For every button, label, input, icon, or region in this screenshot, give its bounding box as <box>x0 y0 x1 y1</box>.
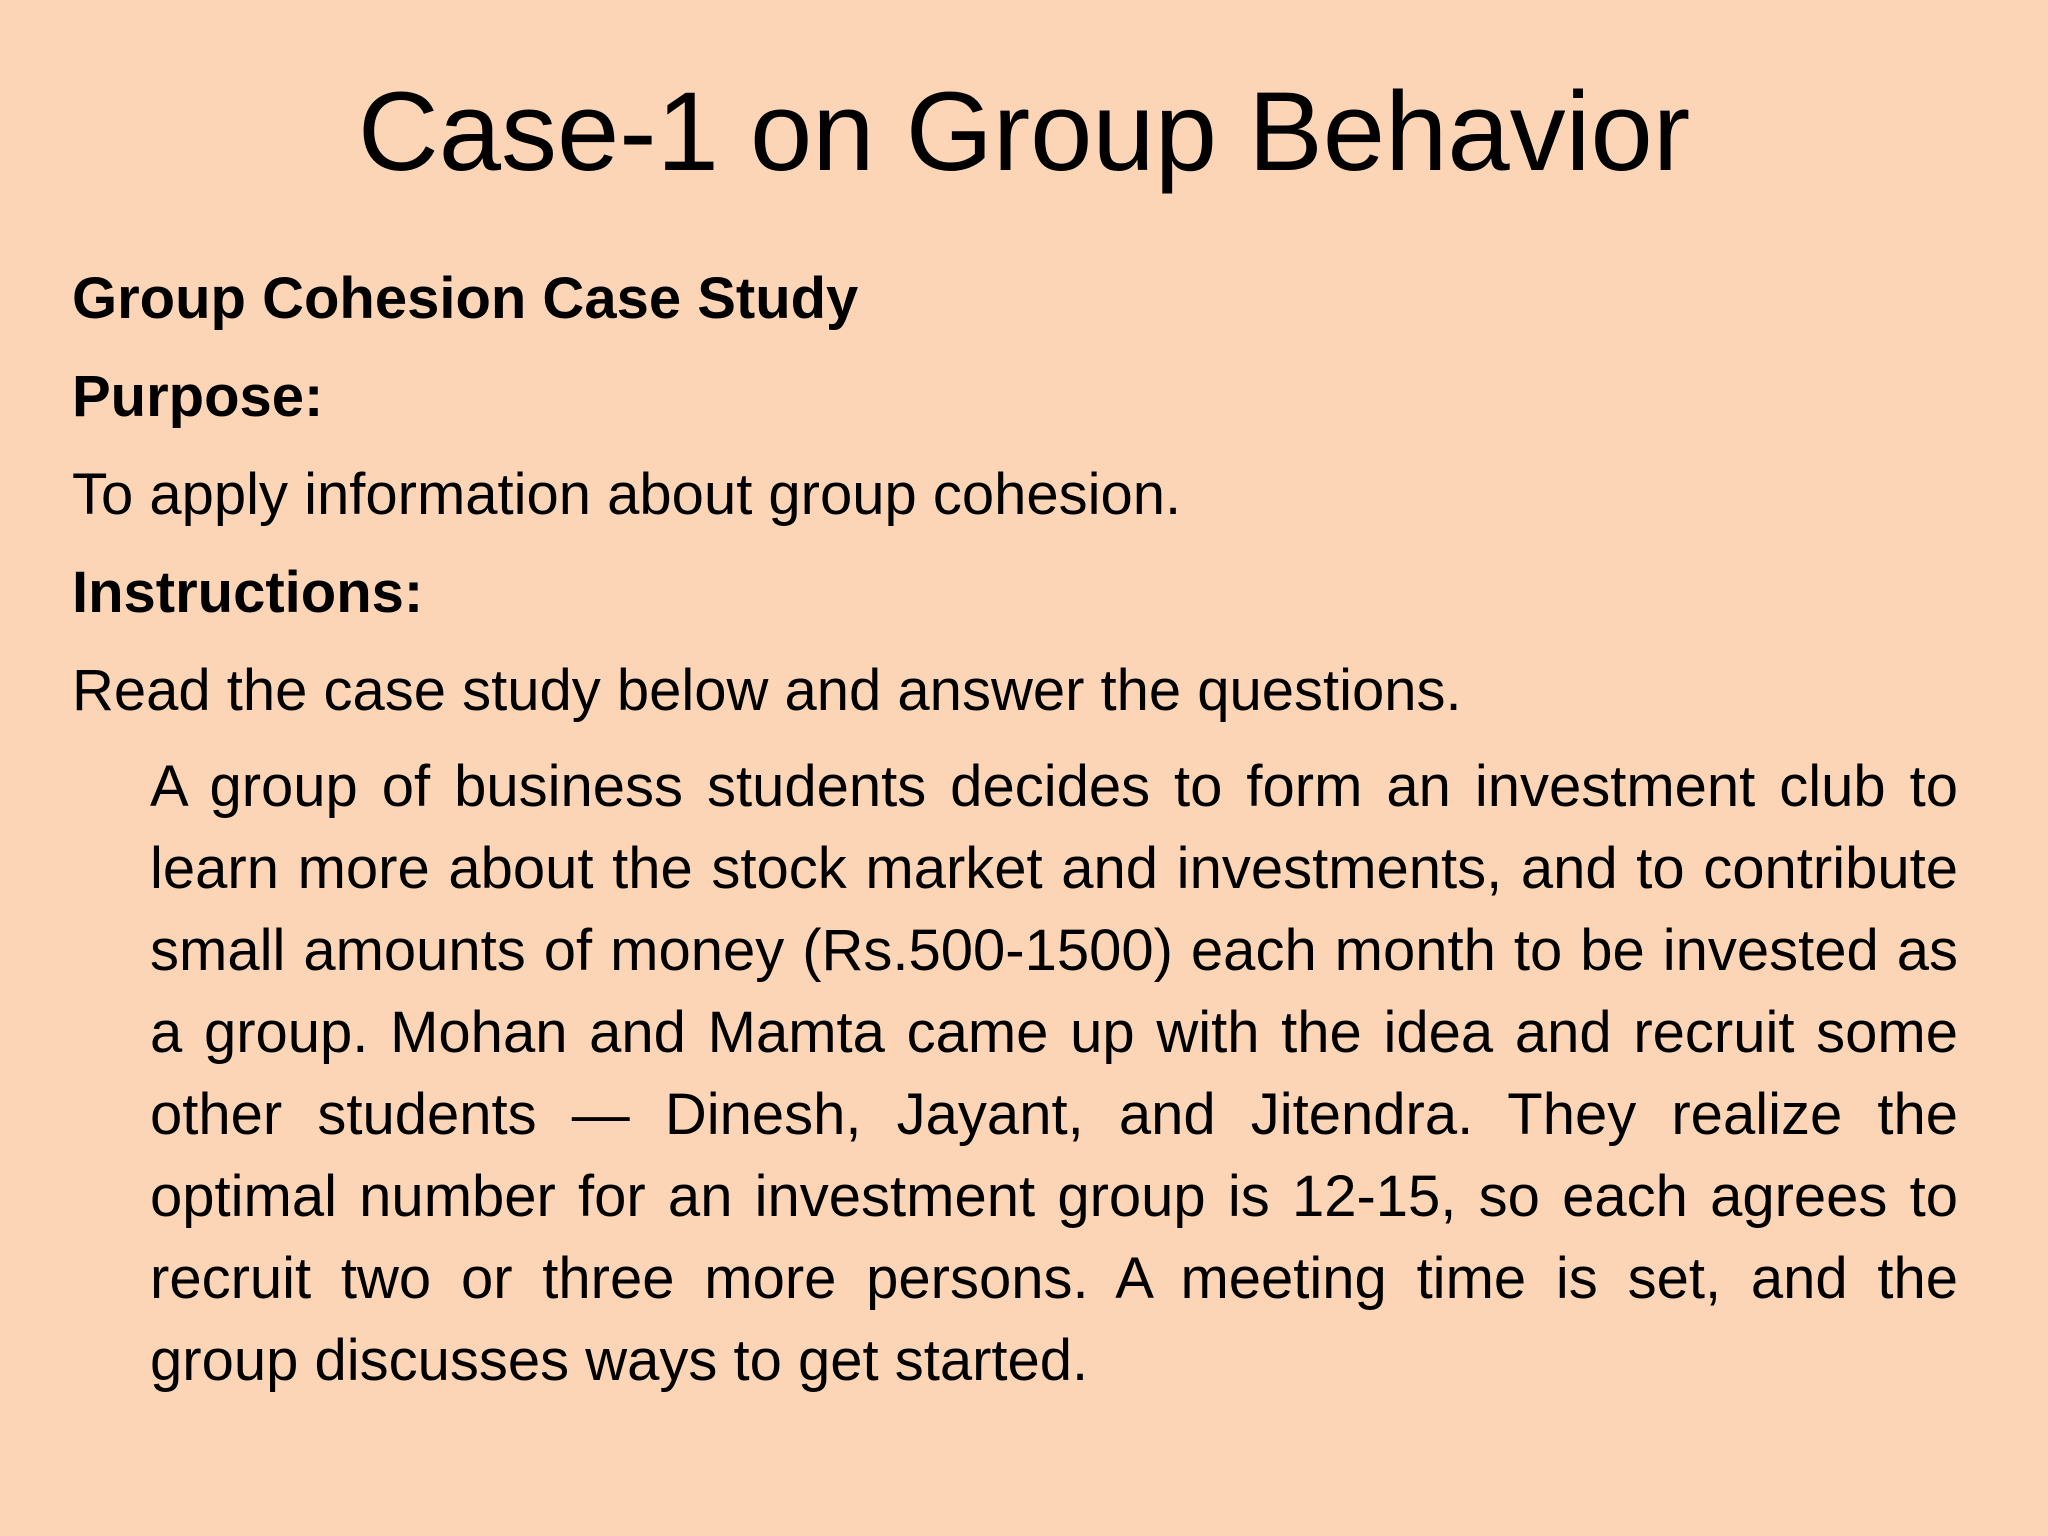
case-study-paragraph: A group of business students decides to form an investment club to learn more about the stock market and investments, and to contribute small amounts of money (Rs.500-1500) each month to be invested as a group. Mohan and Mamta came up with the idea and recruit some other students — Dinesh, Jayant, and Jitendra. They realize the optimal number for an investment group is 12-15, so each agrees to recruit two or three more persons. A meeting time is set, and the group discusses ways to get started. <box>150 754 1958 1393</box>
slide-title: Case-1 on Group Behavior <box>357 69 1691 194</box>
instructions-label: Instructions: <box>72 560 424 625</box>
case-study-heading: Group Cohesion Case Study <box>72 266 859 331</box>
slide-content <box>72 250 1972 740</box>
instructions-text: Read the case study below and answer the questions. <box>72 658 1462 723</box>
purpose-text: To apply information about group cohesion. <box>72 462 1182 527</box>
purpose-label: Purpose: <box>72 364 324 429</box>
